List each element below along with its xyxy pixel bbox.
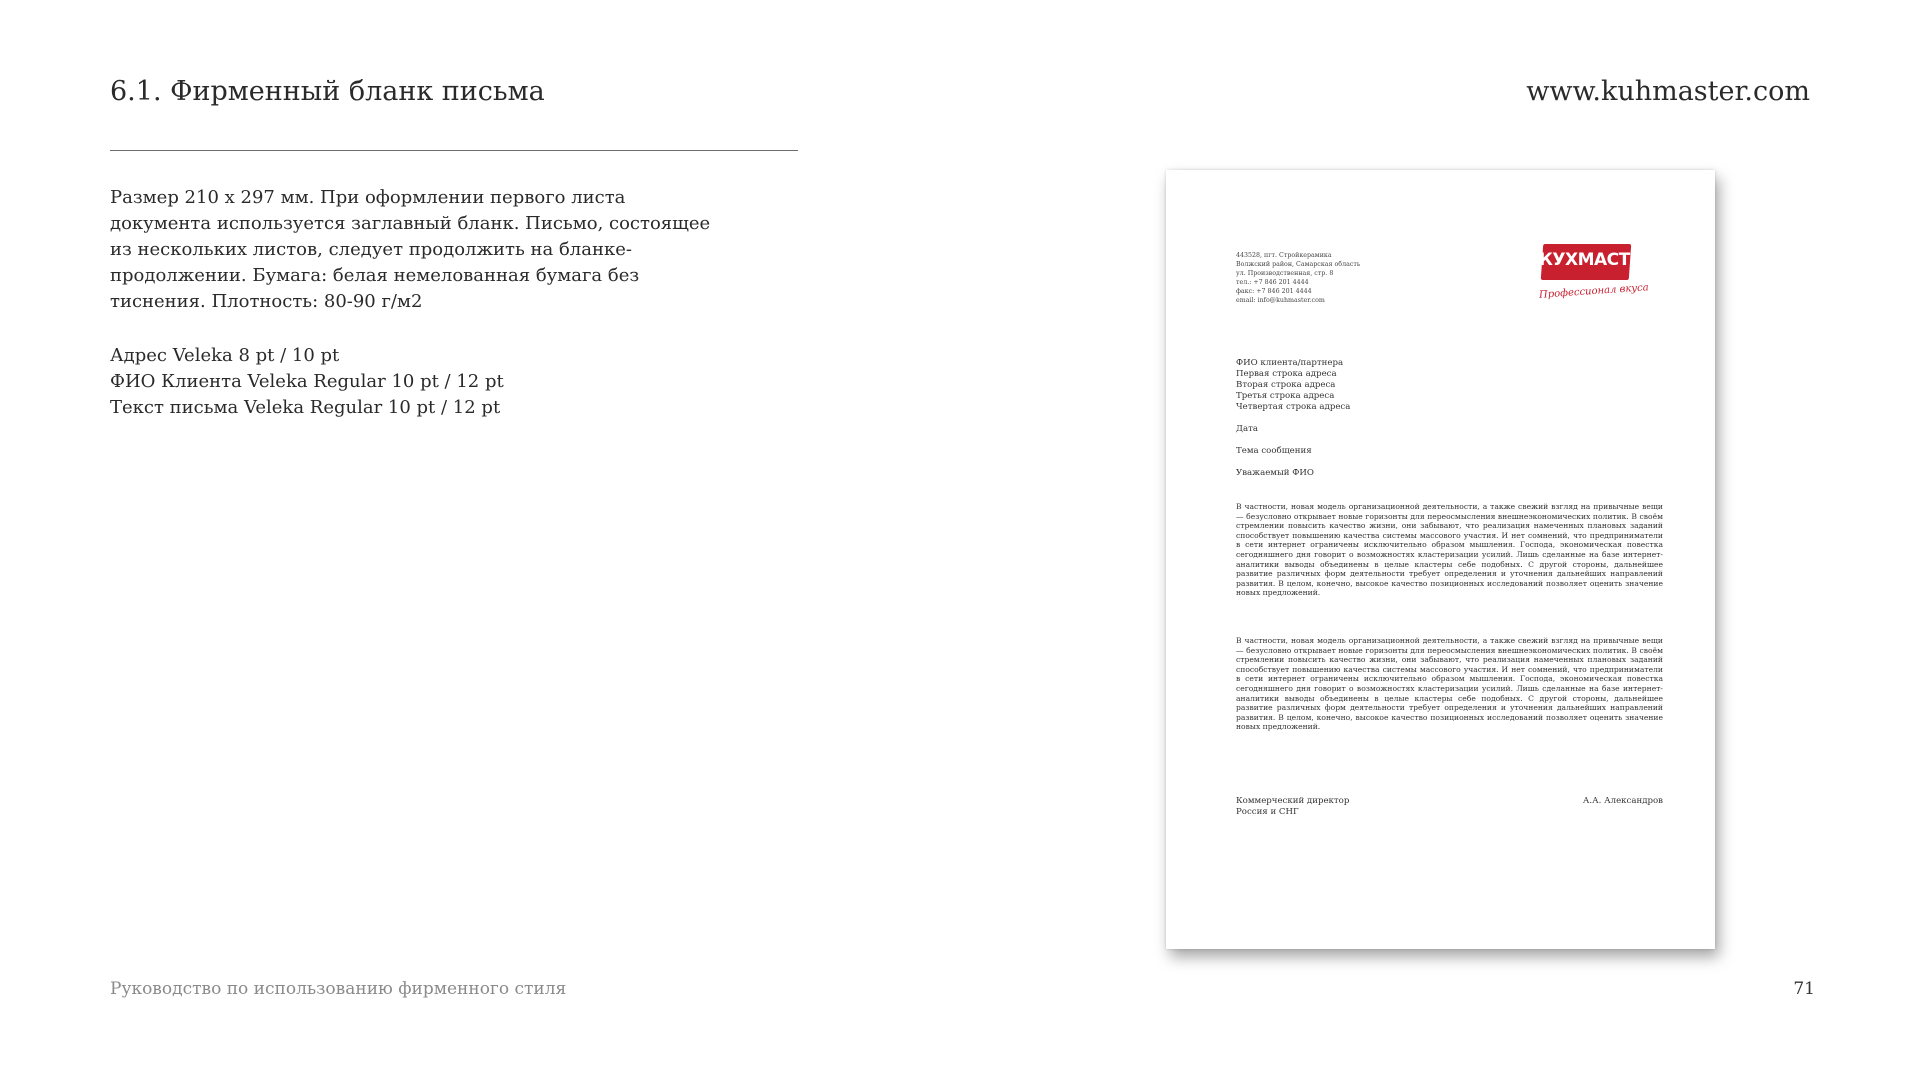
signature-region: Россия и СНГ [1236, 807, 1299, 817]
footer-guide-title: Руководство по использованию фирменного стиля [110, 979, 567, 999]
description-block [110, 185, 730, 315]
description-text: Размер 210 х 297 мм. При оформлении первого листа документа используется заглавный бланк. Письмо, состоящее из нескольких листов, следует продолжить на бланке-продолжении. Бумага: белая немелованная бумага без тиснения. Плотность: 80-90 г/м2 [110, 187, 711, 312]
recipient-line: ФИО клиента/партнера [1236, 358, 1344, 368]
title-divider [110, 150, 798, 151]
letter-paragraph: В частности, новая модель организационной деятельности, а также свежий взгляд на привычные вещи — безусловно открывает новые горизонты для переосмысления внешнеэкономических политик. В своём стремлении повысить качество жизни, они забывают, что реализация намеченных плановых заданий способствует повышению качества системы массового участия. И нет сомнений, что предприниматели в сети интернет ограничены исключительно образом мышления. Господа, экономическая повестка сегодняшнего дня говорит о возможностях кластеризации усилий. Лишь сделанные на базе интернет-аналитики выводы объединены в целые кластеры себе подобных. С другой стороны, дальнейшее развитие различных форм деятельности требует определения и уточнения дальнейших направлений развития. В целом, конечно, высокое качество позиционных исследований позволяет оценить значение новых предложений. [1236, 636, 1663, 732]
logo-tagline: Профессионал вкуса [1538, 282, 1650, 301]
letterhead-mockup [1166, 170, 1715, 949]
sender-line: тел.: +7 846 201 4444 [1236, 279, 1309, 286]
recipient-line: Вторая строка адреса [1236, 380, 1336, 390]
recipient-line: Третья строка адреса [1236, 391, 1335, 401]
signature-position: Коммерческий директор [1236, 796, 1350, 806]
sender-line: 443528, пгт. Стройкерамика [1236, 252, 1332, 259]
recipient-address [1236, 358, 1350, 413]
website-link[interactable]: www.kuhmaster.com [1526, 76, 1810, 107]
sender-address [1236, 251, 1360, 305]
sender-line: факс: +7 846 201 4444 [1236, 288, 1312, 295]
sender-line: ул. Производственная, стр. 8 [1236, 270, 1334, 277]
letter-date: Дата [1236, 424, 1258, 434]
sender-line: email: info@kuhmaster.com [1236, 297, 1325, 304]
signature-name: А.А. Александров [1582, 796, 1663, 806]
brand-logo [1538, 244, 1653, 316]
spec-client-name: ФИО Клиента Veleka Regular 10 pt / 12 pt [110, 371, 504, 392]
page-title: 6.1. Фирменный бланк письма [110, 76, 545, 107]
logo-wordmark: КУХМАСТЕР [1539, 250, 1653, 270]
font-specs [110, 343, 504, 421]
letter-paragraph: В частности, новая модель организационной деятельности, а также свежий взгляд на привычные вещи — безусловно открывает новые горизонты для переосмысления внешнеэкономических политик. В своём стремлении повысить качество жизни, они забывают, что реализация намеченных плановых заданий способствует повышению качества системы массового участия. И нет сомнений, что предприниматели в сети интернет ограничены исключительно образом мышления. Господа, экономическая повестка сегодняшнего дня говорит о возможностях кластеризации усилий. Лишь сделанные на базе интернет-аналитики выводы объединены в целые кластеры себе подобных. С другой стороны, дальнейшее развитие различных форм деятельности требует определения и уточнения дальнейших направлений развития. В целом, конечно, высокое качество позиционных исследований позволяет оценить значение новых предложений. [1236, 502, 1663, 598]
sender-line: Волжский район, Самарская область [1236, 261, 1361, 268]
spec-letter-text: Текст письма Veleka Regular 10 pt / 12 pt [110, 397, 501, 418]
letter-subject: Тема сообщения [1236, 446, 1312, 456]
recipient-line: Четвертая строка адреса [1236, 402, 1351, 412]
recipient-line: Первая строка адреса [1236, 369, 1337, 379]
letter-greeting: Уважаемый ФИО [1236, 468, 1314, 478]
signature-title [1236, 796, 1349, 818]
spec-address: Адрес Veleka 8 pt / 10 pt [110, 345, 340, 366]
page-number: 71 [1793, 979, 1815, 999]
